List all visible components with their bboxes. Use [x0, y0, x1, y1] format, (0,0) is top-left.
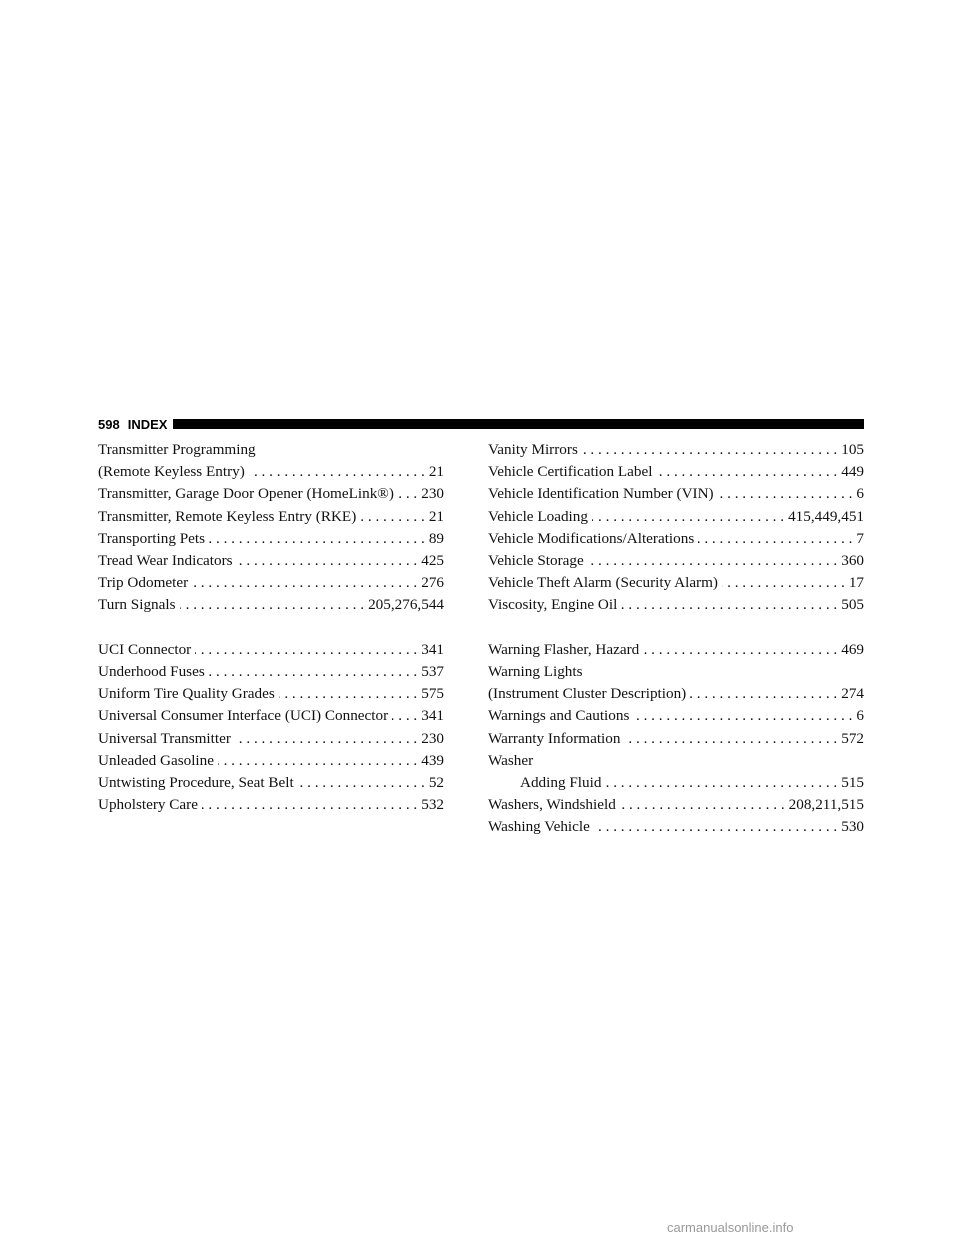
dot-leader	[643, 639, 837, 661]
index-entry-page: 425	[421, 552, 444, 570]
dot-leader	[592, 506, 784, 528]
index-section-gap	[488, 617, 864, 639]
index-entry	[98, 594, 444, 616]
dot-leader	[192, 572, 417, 594]
index-entry-page: 276	[421, 574, 444, 592]
index-entry-page: 17	[848, 574, 864, 592]
index-entry-page: 515	[841, 774, 864, 792]
index-entry	[488, 728, 864, 750]
index-entry-label: Vehicle Theft Alarm (Security Alarm)	[488, 574, 718, 592]
dot-leader	[582, 439, 837, 461]
index-entry	[98, 461, 444, 483]
index-entry-page: 537	[421, 663, 444, 681]
index-entry	[488, 705, 864, 727]
header-rule	[173, 419, 864, 429]
index-entry-label: Trip Odometer	[98, 574, 189, 592]
index-entry	[488, 506, 864, 528]
page-number: 598	[98, 416, 120, 432]
index-entry-page: 469	[841, 640, 864, 658]
index-entry-label: Washing Vehicle	[488, 818, 590, 836]
index-column-left	[98, 439, 444, 816]
index-entry-label: Upholstery Care	[98, 796, 198, 814]
index-entry-label: UCI Connector	[98, 640, 192, 658]
dot-leader	[218, 750, 417, 772]
dot-leader	[722, 572, 845, 594]
index-entry-label: Transmitter, Remote Keyless Entry (RKE)	[98, 507, 357, 525]
index-entry	[98, 639, 444, 661]
dot-leader	[698, 528, 852, 550]
index-entry-page: 341	[421, 640, 444, 658]
index-entry-label: (Remote Keyless Entry)	[98, 463, 245, 481]
index-entry	[488, 483, 864, 505]
index-entry	[488, 528, 864, 550]
index-entry-label: Universal Consumer Interface (UCI) Connector	[98, 707, 389, 725]
index-entry-page: 575	[421, 685, 444, 703]
index-entry-label: Adding Fluid	[520, 774, 602, 792]
dot-leader	[360, 506, 425, 528]
index-entry-label: Unleaded Gasoline	[98, 751, 214, 769]
index-entry-page: 105	[841, 441, 864, 458]
index-entry	[488, 816, 864, 838]
index-entry-label: Underhood Fuses	[98, 663, 205, 681]
index-entry	[98, 794, 444, 816]
page-header	[98, 414, 864, 434]
index-entry	[98, 728, 444, 750]
index-entry-page: 230	[421, 729, 444, 747]
dot-leader	[392, 705, 417, 727]
index-entry	[488, 639, 864, 661]
dot-leader	[279, 683, 417, 705]
index-entry-label: Vanity Mirrors	[488, 441, 578, 458]
dot-leader	[588, 550, 837, 572]
index-entry-page: 21	[428, 463, 444, 481]
index-entry-page: 341	[421, 707, 444, 725]
index-entry-label: Untwisting Procedure, Seat Belt	[98, 774, 294, 792]
index-entry	[488, 772, 864, 794]
index-entry-page: 415,449,451	[788, 507, 864, 525]
index-entry-page: 230	[421, 485, 444, 503]
index-entry-page: 21	[428, 507, 444, 525]
dot-leader	[209, 528, 425, 550]
index-entry	[98, 506, 444, 528]
index-section-gap	[98, 617, 444, 639]
dot-leader	[656, 461, 837, 483]
index-entry-label: Warning Flasher, Hazard	[488, 640, 640, 658]
index-entry	[98, 661, 444, 683]
index-entry-page: 449	[841, 463, 864, 481]
dot-leader	[718, 483, 853, 505]
index-entry	[488, 683, 864, 705]
index-entry-page: 274	[841, 685, 864, 703]
index-entry	[488, 594, 864, 616]
index-entry	[98, 750, 444, 772]
index-entry	[98, 550, 444, 572]
index-entry-label: Vehicle Certification Label	[488, 463, 653, 481]
dot-leader	[209, 661, 417, 683]
index-entry-label: Washers, Windshield	[488, 796, 616, 814]
index-heading: Washer	[488, 751, 534, 769]
index-entry	[98, 683, 444, 705]
index-entry	[488, 461, 864, 483]
index-entry	[98, 483, 444, 505]
dot-leader	[605, 772, 837, 794]
index-entry-page: 6	[856, 485, 864, 503]
index-entry-label: Vehicle Storage	[488, 552, 584, 570]
index-entry-label: Tread Wear Indicators	[98, 552, 233, 570]
dot-leader	[621, 594, 837, 616]
dot-leader	[249, 461, 425, 483]
index-entry	[98, 528, 444, 550]
index-entry-label: Vehicle Modifications/Alterations	[488, 529, 695, 547]
dot-leader	[620, 794, 785, 816]
index-entry-page: 439	[421, 751, 444, 769]
dot-leader	[237, 550, 418, 572]
index-entry-page: 6	[856, 707, 864, 725]
index-entry-label: Warnings and Cautions	[488, 707, 630, 725]
index-entry-page: 530	[841, 818, 864, 836]
index-entry-label: Transporting Pets	[98, 529, 206, 547]
index-entry	[488, 550, 864, 572]
dot-leader	[624, 728, 837, 750]
index-entry-label: Transmitter, Garage Door Opener (HomeLink®)	[98, 485, 394, 503]
index-entry	[98, 772, 444, 794]
index-entry-page: 532	[421, 796, 444, 814]
dot-leader	[195, 639, 417, 661]
index-entry	[98, 705, 444, 727]
index-entry-page: 52	[428, 774, 444, 792]
index-heading: Transmitter Programming	[98, 441, 256, 458]
index-entry-label: Vehicle Identification Number (VIN)	[488, 485, 714, 503]
index-entry-label: (Instrument Cluster Description)	[488, 685, 687, 703]
dot-leader	[398, 483, 417, 505]
dot-leader	[633, 705, 852, 727]
dot-leader	[594, 816, 837, 838]
index-entry	[488, 439, 864, 461]
index-entry-page: 572	[841, 729, 864, 747]
index-entry-page: 89	[428, 529, 444, 547]
index-column-right	[488, 439, 864, 839]
index-entry-page: 360	[841, 552, 864, 570]
index-entry-page: 505	[841, 596, 864, 614]
index-entry-label: Uniform Tire Quality Grades	[98, 685, 275, 703]
index-entry-label: Universal Transmitter	[98, 729, 231, 747]
index-entry-page: 208,211,515	[788, 796, 864, 814]
dot-leader	[202, 794, 417, 816]
dot-leader	[690, 683, 837, 705]
index-entry-page: 205,276,544	[368, 596, 444, 614]
index-heading: Warning Lights	[488, 663, 583, 681]
dot-leader	[180, 594, 365, 616]
index-entry-label: Vehicle Loading	[488, 507, 588, 525]
index-entry-label: Viscosity, Engine Oil	[488, 596, 618, 614]
index-entry	[98, 572, 444, 594]
watermark: carmanualsonline.info	[667, 1220, 794, 1235]
dot-leader	[235, 728, 417, 750]
index-entry-label: Warranty Information	[488, 729, 621, 747]
section-title: INDEX	[127, 416, 168, 432]
index-entry-page: 7	[856, 529, 864, 547]
index-entry	[488, 794, 864, 816]
index-entry	[488, 572, 864, 594]
dot-leader	[298, 772, 425, 794]
index-entry-label: Turn Signals	[98, 596, 176, 614]
